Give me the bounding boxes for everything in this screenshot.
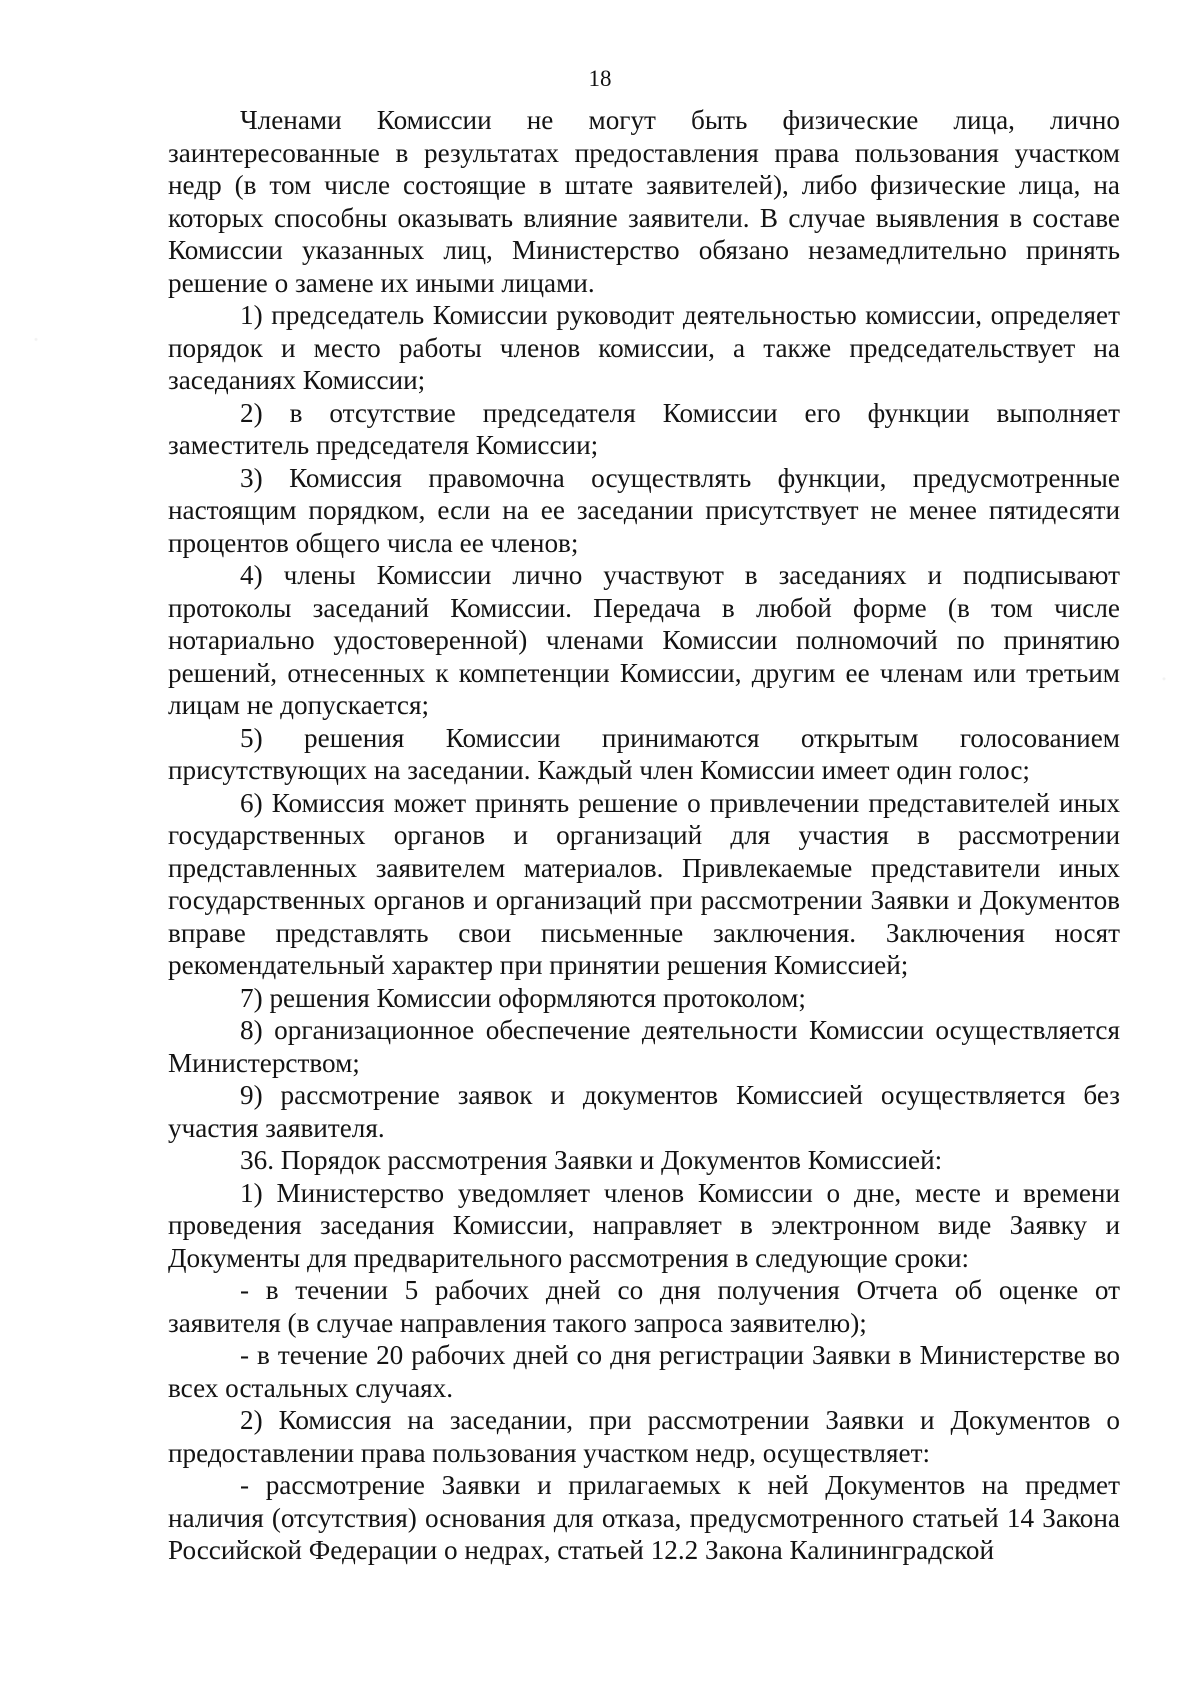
paragraph-item-1-chairman: 1) председатель Комиссии руководит деятельностью комиссии, определяет порядок и место работы членов комиссии, а также председательствует на заседаниях Комиссии; [168, 300, 1120, 395]
paragraph-item-3-quorum: 3) Комиссия правомочна осуществлять функции, предусмотренные настоящим порядком, если на ее заседании присутствует не менее пятидесяти процентов общего числа ее членов; [168, 462, 1120, 558]
document-body [168, 104, 1120, 1567]
paragraph-item-2-deputy: 2) в отсутствие председателя Комиссии его функции выполняет заместитель председателя Комиссии; [168, 397, 1120, 460]
paragraph-item-4-members: 4) члены Комиссии лично участвуют в заседаниях и подписывают протоколы заседаний Комиссии. Передача в любой форме (в том числе нотариально удостоверенной) членами Комиссии полномочий по принятию решений, отнесенных к компетенции Комиссии, другим ее членам или третьим лицам не допускается; [168, 560, 1120, 720]
paragraph-item-9-review: 9) рассмотрение заявок и документов Комиссией осуществляется без участия заявителя. [168, 1080, 1120, 1143]
paragraph-36-item-1: 1) Министерство уведомляет членов Комиссии о дне, месте и времени проведения заседания Комиссии, направляет в электронном виде Заявку и Документы для предварительного рассмотрения в следующие сроки: [168, 1177, 1120, 1273]
paragraph-item-6-representatives: 6) Комиссия может принять решение о привлечении представителей иных государственных органов и организаций для участия в рассмотрении представленных заявителем материалов. Привлекаемые представители иных государственных органов и организаций при рассмотрении Заявки и Документов вправе представлять свои письменные заключения. Заключения носят рекомендательный характер при принятии решения Комиссией; [168, 787, 1120, 980]
page-number: 18 [588, 66, 612, 91]
paragraph-36-dash-1: - в течении 5 рабочих дней со дня получения Отчета об оценке от заявителя (в случае направления такого запроса заявителю); [168, 1275, 1120, 1338]
paragraph-item-8-support: 8) организационное обеспечение деятельности Комиссии осуществляется Министерством; [168, 1015, 1120, 1078]
paragraph-section-36: 36. Порядок рассмотрения Заявки и Документов Комиссией: [240, 1145, 943, 1175]
paragraph-commission-members: Членами Комиссии не могут быть физические лица, лично заинтересованные в результатах предоставления права пользования участком недр (в том числе состоящие в штате заявителей), либо физические лица, на которых способны оказывать влияние заявители. В случае выявления в составе Комиссии указанных лиц, Министерство обязано незамедлительно принять решение о замене их иными лицами. [168, 105, 1120, 298]
paragraph-36-item-2: 2) Комиссия на заседании, при рассмотрении Заявки и Документов о предоставлении права пользования участком недр, осуществляет: [168, 1405, 1120, 1468]
paragraph-item-7-protocol: 7) решения Комиссии оформляются протоколом; [240, 982, 806, 1013]
paragraph-item-5-decisions: 5) решения Комиссии принимаются открытым голосованием присутствующих на заседании. Каждый член Комиссии имеет один голос; [168, 722, 1120, 785]
paragraph-36-dash-2: - в течение 20 рабочих дней со дня регистрации Заявки в Министерстве во всех остальных случаях. [168, 1340, 1120, 1403]
paragraph-36-dash-3: - рассмотрение Заявки и прилагаемых к ней Документов на предмет наличия (отсутствия) основания для отказа, предусмотренного статьей 14 Закона Российской Федерации о недрах, статьей 12.2 Закона Калининградской [168, 1470, 1120, 1565]
